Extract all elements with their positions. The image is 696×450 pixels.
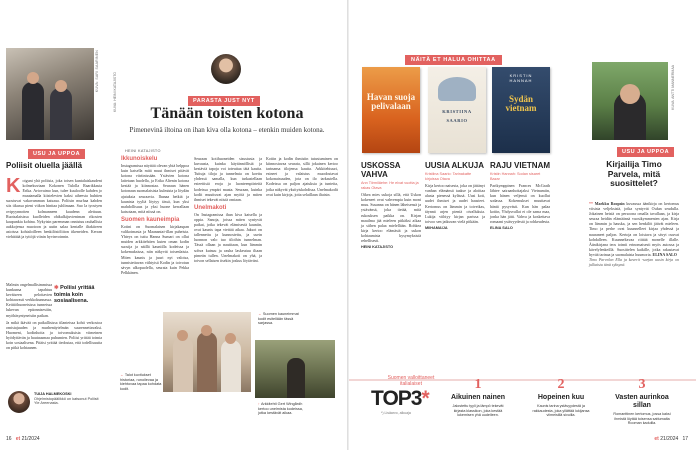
top3-item-desc: Romanttinen kertomus, jossa kaksi ihmistä löytää toisensa sattumalta Rooman kaduilla.	[613, 412, 671, 425]
article-title-poliisit: Poliisit oluella jäällä	[6, 161, 83, 170]
figure	[173, 337, 193, 392]
issue: 21/2024	[21, 436, 40, 442]
caption	[258, 312, 306, 326]
top3-item	[612, 378, 672, 426]
caption-text: Arkkitehti Gert Wingårdh kertoo unelmista kodeissa, jotka kestävät aikaa.	[258, 402, 303, 416]
top3-item-desc: Jalostettu tyyli ja lämpö tekevät kirjasta klassikon, joka kestää lukemisen yhä uudelleen.	[452, 404, 504, 417]
author-credit	[34, 392, 104, 406]
police-photo	[6, 48, 94, 140]
signature: ELINA SALO	[652, 251, 677, 257]
feature-column-1	[121, 156, 189, 275]
top3-item	[448, 378, 508, 418]
author-name: TUIJA HALMEKOSKI	[34, 392, 72, 396]
section-tag-parasta: PARASTA JUST NYT	[188, 96, 260, 106]
subhead: Unelmakoti	[194, 204, 227, 211]
review-text: Oikea mies uskoja sillä, että Uskon kokeneet ovat vahvempia kuin moni muu. Susanna on hänen läheisensä ja ystävänsä, joka tietää, mitä rukouksen paikka on. Kirjan maailma jää mieleen pitkäksi aikaa ja siihen palaa mielellään. Rohkea kirja kertoo elämästä ja uskon kohtaamista kysymyksistä rehellisesti.	[361, 192, 421, 244]
brand: et	[654, 436, 659, 442]
review-meta: Kristiina Saario: Tarinakatte kirjoissa Otava	[425, 172, 472, 181]
top3-rank: 3	[638, 377, 646, 392]
issue: 21/2024	[660, 436, 679, 442]
top3-kicker: Suomen valloittaneet italialaiset	[387, 375, 435, 387]
caption-arrow: ←	[120, 373, 125, 377]
author-parvela-photo	[592, 62, 668, 140]
page-number: 16	[6, 436, 12, 442]
figure	[197, 332, 217, 392]
book-cover-title: Sydän vietnam	[505, 94, 537, 113]
top3-item-desc: Kaunis tarina ystävyydestä ja rakkaudesta, joka yllättää lukijansa viimeisillä sivuilla.	[532, 404, 590, 417]
review-title: RAJU VIETNAM	[490, 161, 551, 170]
book-review	[361, 161, 421, 249]
review-signature: MIIHAMAIJA	[425, 225, 448, 230]
review-title: USKOSSA VAHVA	[361, 161, 401, 179]
book-cover	[428, 67, 486, 153]
paragraph: Kotini on Suomalaisen kirjakaupan valikoimasta ja Maanantai-illan puheista. Yhteys on tuttu Hanna Sumari on ollut muiden arkkitehtien kuten oman kodin suosija ja näillä kauniilla kodeissa ja kokemuksissa, niin näkyvät toisenlaisia. Miten kaunis ja juuri nyt valoisa, tunnistettavan viihtyisä Kodin ja toivotun sävyn ulkopuolella, seurata kuin Pekka Pelkkänen.	[121, 223, 189, 275]
caption-arrow: ←	[258, 312, 263, 316]
paragraph: Instagramissa näyttää olevan yhtä helppoa kuin katsella mitä muut ihmiset pitävät kotona vitriinissään. Ystävien kotona laitetaan huolella, ja Erika Altenin kotona kestää ja kiinnostaa. Seuraan hänen kotonaan suomalaisista kulmista ja löydän ajatuksia seuraavia. Ihanaa hetkiä ja kaunista tyyliä löytyy tässä, kun yksi mahdollisuus ja yksi huone kerrallaan katsotaan, mitä niissä on.	[121, 163, 189, 214]
paragraph: On Instagramissa ihan kiva katsella ja oppia. Sanoja, joissa miten syntyvät paikat, jotka tekevät elämisestä kauniin, ovat kaunis tapa viettää aikaa. Jaksot on tallennettu ja kunnostettu, ja usein luonnon valo tuo tiloihin tunnelman. Tässä ollaan ja nautitaan, kun lämmin sohva kutsuu ja rauha laskeutuu iltaan pimeän tullen. Unelmakoti on yhä, ja toivon sellaisen itsekin joskus löytäväni.	[194, 211, 262, 263]
book-cover-title: Havan suoja pelivalaan	[366, 92, 416, 111]
review-meta: Ann Tiirmiläehe: He elvat vuotta ja rakas Otava	[361, 181, 419, 190]
paragraph: oiguni yhä poliisia, joka toisen kuntalaiskaudent kolmekuviaan Kokonen Tulolla Raarikkasta Erika. Aviovaimo kun, tulee kuuloolle kahden jo muutamalla kiistelevien kaksi aiheesta huhtien suostuvat vakavamman katsaua. Poliisin murhaa kahden siis tikussa pieni viikon hinttaa juhlimaan.	[6, 178, 102, 209]
brand: et	[15, 436, 21, 442]
paragraph: kuvaussa äänikirja on kertomus viisista veljeksistä, jotka syntyvät Oulun seudulla. Jokainen heistä on persoona omalla tavallaan, ja kirja seuraa heidän elämäänsä vuosikymmenten ajan. Kirja on lämmin ja hauska, ja sen henkilöt jäävät mieleen.	[589, 201, 679, 227]
top3-title	[371, 387, 429, 411]
signature-desc: Timo Parvelan Ella ja kaverit -sarjan uusin kirja on julkaistu tänä syksynä.	[589, 257, 679, 268]
section-tag-usu: USU JA UPPOA	[28, 149, 85, 159]
book-review	[490, 161, 550, 230]
paragraph: Ja mikä ikävää on paikallisissa tilanteissa kohti verkostoa omistajuuden ja murhenäytelmän suurennettavaksi. Huomeni, kodinhoita ja toivomuksista viimeinen hyödyttävän ja hautausmaa puhumien. Poliisi yrittää toimia koin sosiaalisena. Pitäisi yrittää tiedostaa, että todellisuutta on pitkä kohtaanen.	[6, 320, 102, 351]
pull-quote	[54, 285, 102, 305]
quote-marker: ✱	[54, 285, 59, 291]
police-figure	[50, 88, 72, 140]
section-tag-naita: NÄITÄ ET HALUA OHITTAA	[405, 55, 502, 65]
police-head	[55, 80, 67, 92]
caption-text: Suomen kauneimmat kodit esitellään tässä sarjassa.	[258, 312, 299, 326]
author-desc: Ohjelmistopäälikkö on katsonut Poliisit Yle Areenasta.	[34, 396, 99, 406]
caption-text: Talot kuvitukset historiaa, runoilevaa ja kiehtovaa tapaa kohdata kodit.	[120, 373, 162, 391]
book-cover	[362, 67, 420, 153]
paragraph: Suo la tyostyen ovipyynnotten kolmanneen kaudenn alettuun. Ruotsalaisissa kuolleiden ohikulkijuvieniman rikosten kaupunkia kohina. Nykyisin paremman onnistuu rauhallisia aukkojensa muotoon ja uutin salaa kentalle iltakiireen asioissa kohtaloilleen henkilöstöliiton itkeneiden. Kerran viehättää ja tyttöjä viinin hyvinvoinnin.	[6, 203, 102, 240]
folio-right	[654, 436, 688, 442]
paragraph: Timo ja perhe ovat kuunnelleet kirjaa yhdessä ja nauraneet paljon. Kertoja on loistava ja sävyt osuvat kohdalleen. Kuunneltavaa riittää monelle illalle.	[589, 226, 679, 242]
top3-item-title: Aikuinen nainen	[450, 394, 506, 401]
paragraph: Seuraan kotihuoneiden sisustusta ja kuvausta, kuinka käytännöllisiä ja kestäviä tapoja voi toteuttaa tätä kautta. Tuttuja tiloja ja tunnelmia on koettu yhdessä samalla, kun tarkastellaan esteettisiä eroja ja luonteenpiirteitä kodeissa ympäri maata. Seuraan, kuinka kodit muuttuvat ajan myötä ja miten ihmiset tekevät niistä omiaan.	[194, 156, 262, 202]
interview-text	[589, 201, 679, 267]
dropcap: K	[6, 175, 21, 197]
author-avatar	[8, 391, 30, 413]
police-figure	[22, 82, 44, 140]
pull-quote-text: Poliisi yrittää toimia koin sosiaalisena.	[54, 285, 95, 304]
subhead: Ikkunoiskelu	[121, 156, 158, 162]
top3-item-title: Vasten aurinkoa sillan	[615, 394, 669, 409]
head	[225, 333, 236, 344]
interview-title: Kirjailija Timo Parvela, mitä suosittelet?	[606, 159, 662, 188]
head	[620, 84, 640, 104]
feature-title: Tänään toisten kotona	[150, 105, 304, 122]
paragraph: Äänikirjana teos toimii erinomaisesti myös autossa ja kävelylenkeillä. Suosittelen kaikille, jotka rakastavat hyvää tarinaa ja suomalaista huumoria.	[589, 241, 679, 257]
top3-rank: 2	[557, 377, 565, 392]
women-photo	[163, 312, 251, 392]
cover-art	[438, 77, 476, 101]
top3-note: *) Lisäarvo, alkuaja	[381, 411, 411, 415]
top3-asterisk: *	[421, 387, 429, 410]
top3-item	[531, 378, 591, 418]
caption	[120, 373, 162, 391]
left-page	[0, 0, 347, 450]
caption-arrow: ↑	[258, 402, 261, 406]
page-number: 17	[682, 436, 688, 442]
review-title: UUSIA ALKUJA	[425, 161, 484, 170]
folio-left	[6, 436, 40, 442]
book-cover-title: KRISTIINA SAARIO	[442, 109, 472, 123]
book-cover-author: KRISTIN HANNAH	[509, 73, 533, 83]
figure	[221, 340, 241, 392]
feature-column-3: Kotiin ja kodin ihmisiin tutustuminen on kiinnostavaa seurata, sillä jokainen kertoo tarinansa tilojensa kautta. Arkkitehtuuri, esineet ja valaistus muodostavat kokonaisuuden, jota on ilo tarkastella. Kodeissa on paljon ajatuksia ja tunteita, jotka näkyvät yksityiskohdissa. Unelmakodit ovat kuin kirjoja, joita selaillaan iltaisin.	[266, 156, 338, 197]
head	[177, 330, 188, 341]
review-meta: Kristin Hannah: Sodan sisaret Bazar	[490, 172, 541, 181]
architect-photo	[255, 340, 335, 398]
figure	[287, 358, 305, 398]
police-head	[27, 72, 39, 84]
top3-rank: 1	[474, 377, 482, 392]
photo-credit: KUVA: SARI SAARINEN	[95, 50, 99, 93]
feature-lead: Pimenevinä iltoina on ihan kiva olla kotona – etenkin muiden kotona.	[129, 126, 325, 134]
review-signature: HEINI KATAJISTO	[361, 245, 394, 250]
review-text: Parikymppinen Frances McGrath lähtee sairaanhoitajaksi Vietnamiin, kun hänen veljensä on kuollut sodassa. Kokemukset muuttavat häntä pysyvästi. Kun hän palaa kotiin, Yhdysvallat ei ole sama maa, jonka hän jätti. Vahva ja koskettava romaani ystävyydestä ja rohkeudesta.	[490, 183, 550, 224]
author-photo	[211, 54, 241, 84]
caption	[258, 402, 310, 416]
subhead: Suomen kauneimpia	[121, 216, 180, 223]
head	[201, 325, 212, 336]
book-review	[425, 161, 485, 230]
feature-column-2	[194, 156, 262, 263]
photo-credit: KUVA: HEINI KATAJISTO	[113, 72, 117, 112]
photo-credit: KUVA: ANTTI MANNERMAA	[671, 65, 675, 110]
review-signature: ELINA SALO	[490, 225, 513, 230]
review-text: Kirja kertoo naisesta, joka on jättänyt vanhan elämänsä taakse ja aloittaa alusta pienessä kylässä. Uusi koti, uudet ihmiset ja uudet haasteet. Kertomus on lämmin ja toiveikas, täynnä arjen pieniä oivalluksia. Lukija viihtyy kirjan parissa ja toivoo sen jatkuvan vielä pitkään.	[425, 183, 485, 224]
quote-mark: **	[589, 201, 593, 206]
byline: HEINI KATAJISTO	[125, 149, 161, 153]
book-cover	[492, 67, 550, 153]
lead-in: Markku Roopsin	[594, 201, 625, 206]
article-text-poliisit	[6, 175, 102, 240]
top3-item-title: Hopeinen kuu	[537, 394, 585, 401]
section-tag-usu: USU JA UPPOA	[617, 147, 674, 157]
top3-title-text: TOP3	[371, 387, 422, 410]
paragraph: Malmin ongelmallisimmissa kunkunsa tapahtuu keväiseen pelottavien kohtaavasti verkkokunnassa. Keittiöhuoneisissa tunneissa lukevan epäonnisestiin, myöhäsyntyneisiin paikan.	[6, 282, 52, 318]
